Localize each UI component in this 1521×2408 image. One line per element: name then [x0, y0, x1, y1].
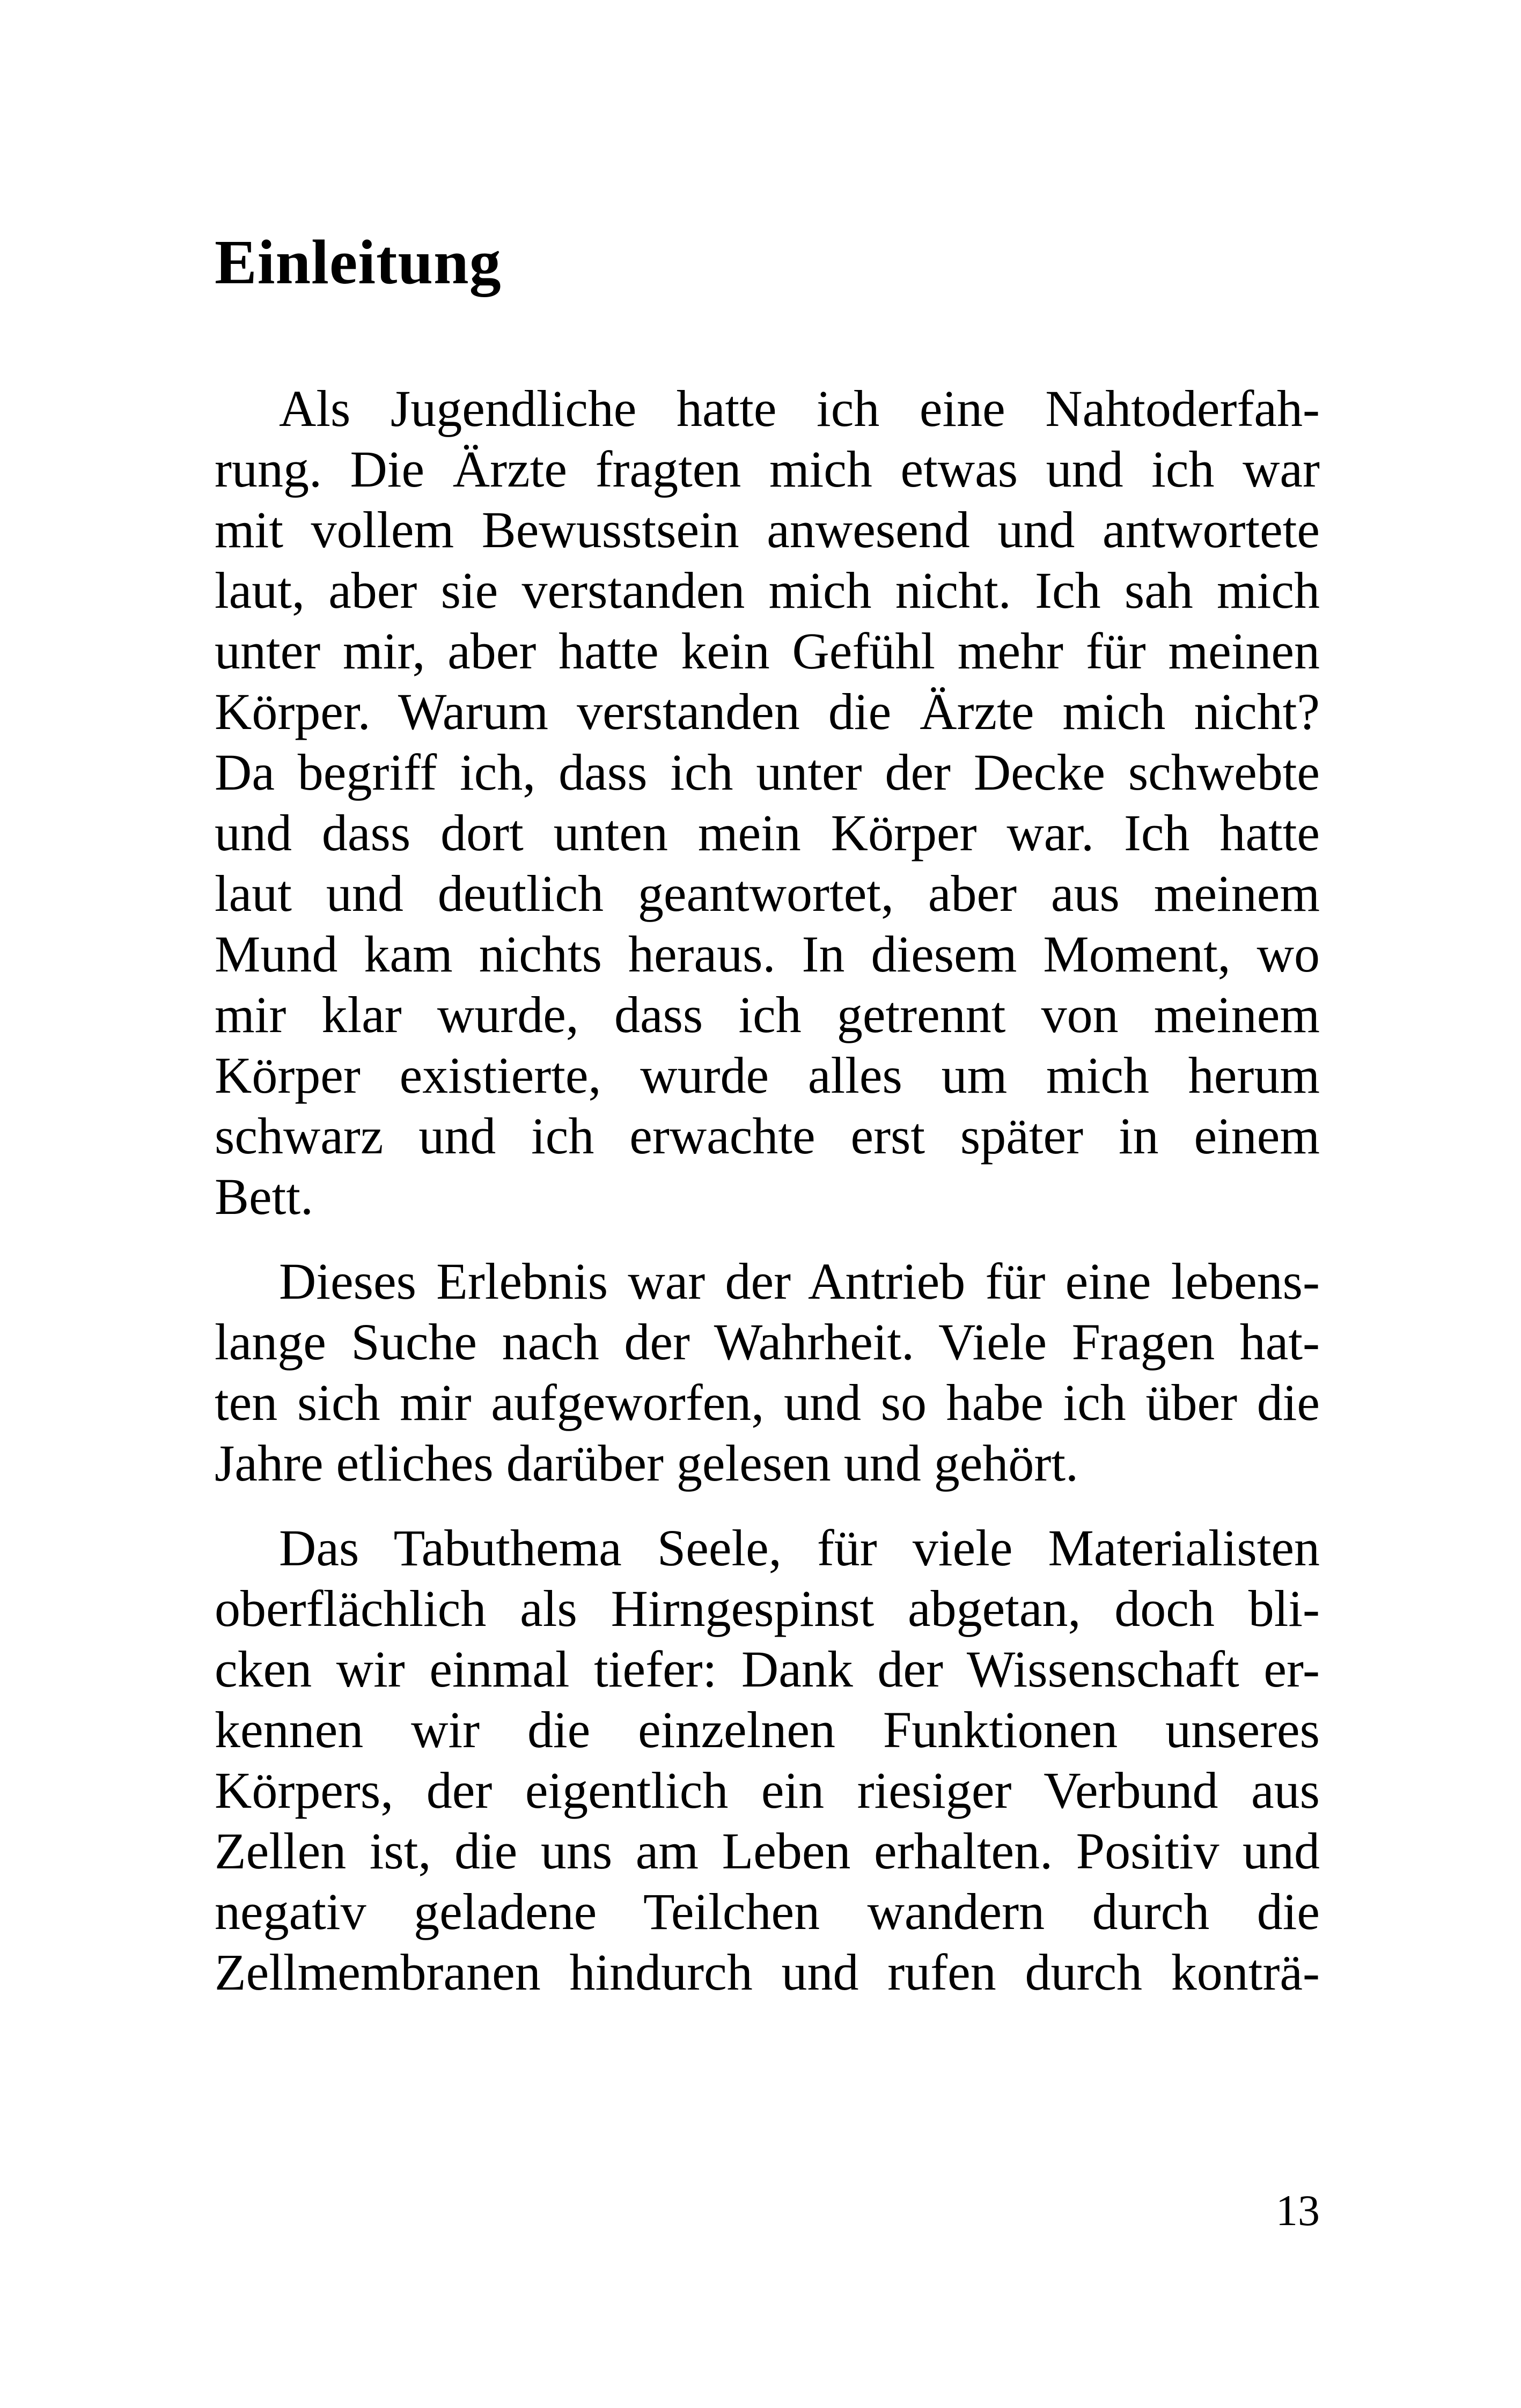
- text-line: cken wir einmal tiefer: Dank der Wissenschaft er-: [215, 1640, 1320, 1698]
- page-number: 13: [1276, 2186, 1320, 2235]
- text-line: Körper. Warum verstanden die Ärzte mich nicht?: [215, 683, 1320, 740]
- text-line: laut und deutlich geantwortet, aber aus meinem: [215, 865, 1320, 922]
- text-line: lange Suche nach der Wahrheit. Viele Fragen hat-: [215, 1313, 1320, 1371]
- paragraph-3: [215, 1518, 1320, 2002]
- text-line: Mund kam nichts heraus. In diesem Moment, wo: [215, 925, 1320, 983]
- text-line: unter mir, aber hatte kein Gefühl mehr für meinen: [215, 622, 1320, 680]
- text-line: kennen wir die einzelnen Funktionen unseres: [215, 1701, 1320, 1758]
- text-line: Bett.: [215, 1168, 313, 1225]
- text-line: mir klar wurde, dass ich getrennt von meinem: [215, 986, 1320, 1043]
- text-line: Dieses Erlebnis war der Antrieb für eine lebens-: [279, 1253, 1320, 1310]
- text-line: ten sich mir aufgeworfen, und so habe ich über die: [215, 1374, 1320, 1431]
- text-line: Körper existierte, wurde alles um mich herum: [215, 1047, 1320, 1104]
- text-line: Als Jugendliche hatte ich eine Nahtoderfah-: [279, 380, 1320, 437]
- text-line: laut, aber sie verstanden mich nicht. Ich sah mich: [215, 562, 1320, 619]
- text-line: Jahre etliches darüber gelesen und gehört.: [215, 1434, 1079, 1492]
- text-line: schwarz und ich erwachte erst später in einem: [215, 1107, 1320, 1165]
- paragraph-2: [215, 1251, 1320, 1493]
- text-line: Zellen ist, die uns am Leben erhalten. Positiv und: [215, 1822, 1320, 1880]
- text-line: Das Tabuthema Seele, für viele Materialisten: [279, 1519, 1320, 1577]
- text-line: Da begriff ich, dass ich unter der Decke schwebte: [215, 743, 1320, 801]
- text-line: Zellmembranen hindurch und rufen durch konträ-: [215, 1943, 1320, 2001]
- text-line: Körpers, der eigentlich ein riesiger Verbund aus: [215, 1762, 1320, 1819]
- paragraph-1: [215, 378, 1320, 1227]
- text-line: negativ geladene Teilchen wandern durch die: [215, 1883, 1320, 1940]
- text-line: mit vollem Bewusstsein anwesend und antwortete: [215, 501, 1320, 558]
- body-text: [215, 378, 1320, 2002]
- text-line: oberflächlich als Hirngespinst abgetan, doch bli-: [215, 1580, 1320, 1637]
- text-line: und dass dort unten mein Körper war. Ich hatte: [215, 804, 1320, 861]
- text-line: rung. Die Ärzte fragten mich etwas und ich war: [215, 440, 1320, 498]
- chapter-heading: Einleitung: [215, 227, 502, 297]
